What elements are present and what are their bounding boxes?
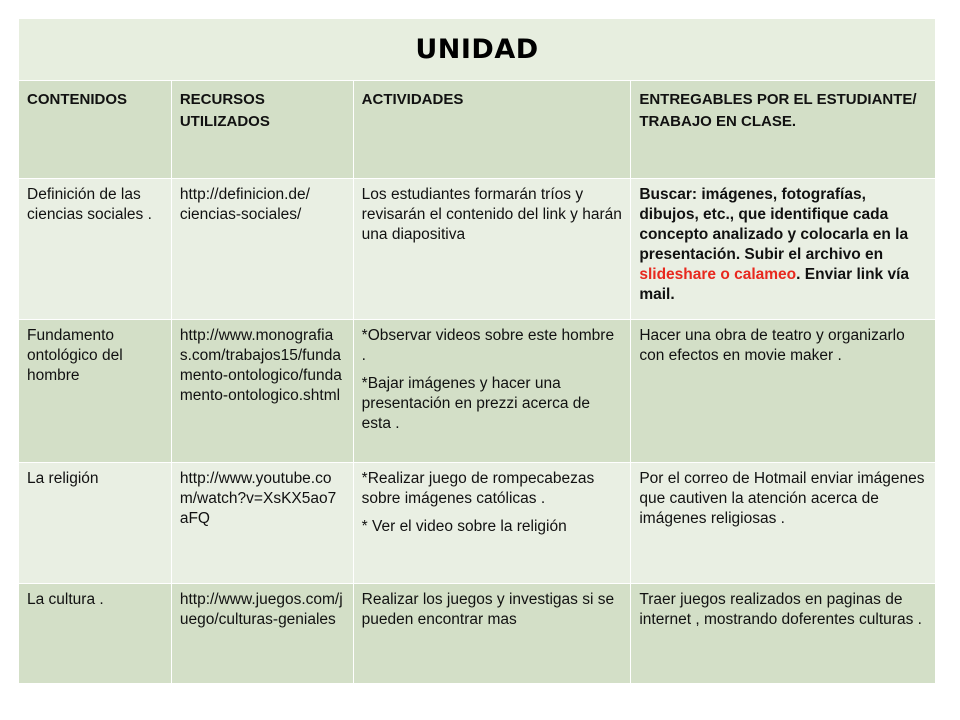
header-row — [19, 81, 936, 179]
table-row — [19, 179, 936, 320]
actividad-text: *Realizar juego de rompecabezas sobre imágenes católicas . — [361, 470, 595, 507]
header-recursos: RECURSOS UTILIZADOS — [172, 81, 354, 179]
actividades-cell — [354, 179, 632, 320]
contenido-cell: La cultura . — [19, 584, 172, 684]
table-title-row — [19, 19, 936, 81]
recurso-link[interactable]: http://www.juegos.com/juego/culturas-geniales — [172, 584, 354, 684]
recurso-link[interactable]: http://www.youtube.com/watch?v=XsKX5ao7aFQ — [172, 463, 354, 584]
table-row — [19, 584, 936, 684]
entregable-cell: Traer juegos realizados en paginas de internet , mostrando doferentes culturas . — [631, 584, 936, 684]
table-title: UNIDAD — [415, 34, 539, 65]
header-actividades: ACTIVIDADES — [354, 81, 632, 179]
entregable-cell: Hacer una obra de teatro y organizarlo con efectos en movie maker . — [631, 320, 936, 463]
unit-table — [18, 18, 936, 684]
table-row — [19, 463, 936, 584]
entregable-highlight: slideshare o calameo — [639, 266, 797, 283]
actividades-cell — [354, 463, 632, 584]
actividades-cell — [354, 584, 632, 684]
header-contenidos: CONTENIDOS — [19, 81, 172, 179]
contenido-cell: La religión — [19, 463, 172, 584]
actividad-text: *Bajar imágenes y hacer una presentación en prezzi acerca de esta . — [361, 375, 590, 432]
entregable-cell: Por el correo de Hotmail enviar imágenes que cautiven la atención acerca de imágenes religiosas . — [631, 463, 936, 584]
recurso-link[interactable]: http://www.monografias.com/trabajos15/fundamento-ontologico/fundamento-ontologico.shtml — [172, 320, 354, 463]
recurso-link[interactable]: http://definicion.de/ ciencias-sociales/ — [172, 179, 354, 320]
contenido-cell: Definición de las ciencias sociales . — [19, 179, 172, 320]
header-entregables: ENTREGABLES POR EL ESTUDIANTE/ TRABAJO EN CLASE. — [631, 81, 936, 179]
table-row — [19, 320, 936, 463]
actividad-text: * Ver el video sobre la religión — [361, 518, 567, 535]
entregable-text-part2: . Enviar link vía mail. — [639, 266, 910, 303]
entregable-cell — [631, 179, 936, 320]
actividad-text: Realizar los juegos y investigas si se pueden encontrar mas — [361, 591, 615, 628]
entregable-text-part1: Buscar: imágenes, fotografías, dibujos, etc., que identifique cada concepto analizado y colocarla en la presentación. Subir el archivo en — [639, 186, 909, 263]
contenido-cell: Fundamento ontológico del hombre — [19, 320, 172, 463]
actividad-text: Los estudiantes formarán tríos y revisarán el contenido del link y harán una diapositiva — [361, 186, 622, 243]
actividades-cell — [354, 320, 632, 463]
actividad-text: *Observar videos sobre este hombre . — [361, 327, 615, 364]
